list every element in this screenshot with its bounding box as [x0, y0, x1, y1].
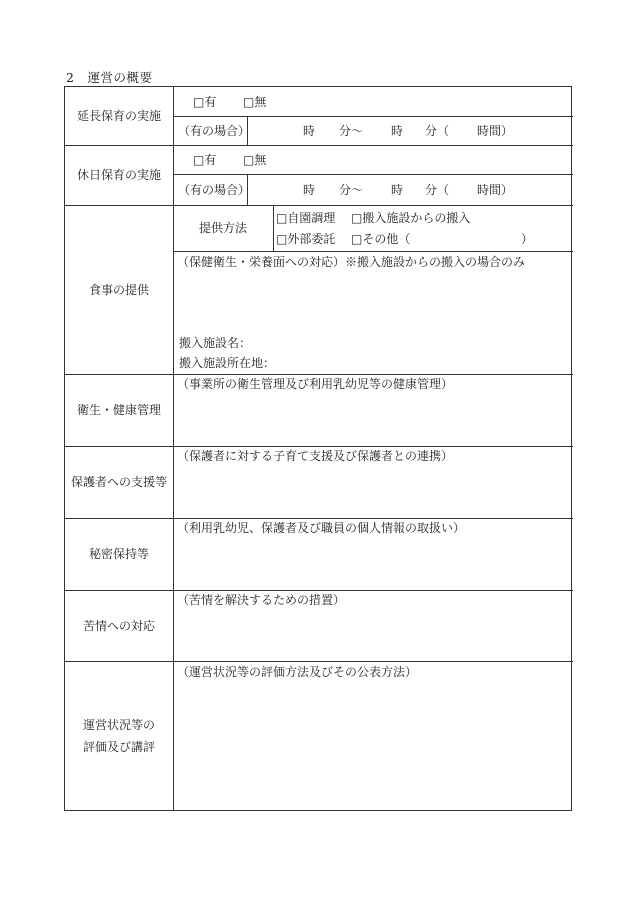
- holiday-care-if-yes-label: （有の場合）: [178, 183, 251, 197]
- guardian-support-label: 保護者への支援等: [70, 475, 167, 489]
- extended-care-label: 延長保育の実施: [76, 109, 161, 123]
- meals-label: 食事の提供: [88, 282, 149, 297]
- evaluation-label-line1: 運営状況等の: [82, 718, 155, 732]
- extended-care-duration: 時間）: [477, 124, 514, 138]
- hygiene-label: 衛生・健康管理: [76, 403, 161, 417]
- meal-in-house-checkbox[interactable]: □自園調理: [276, 211, 336, 225]
- extended-care-yes-checkbox[interactable]: □有: [193, 95, 217, 109]
- extended-care-start-minute: 分～: [339, 124, 364, 138]
- section-title: 2 運営の概要: [66, 70, 153, 85]
- meal-other-close-paren: ）: [521, 232, 534, 246]
- holiday-care-start-minute: 分～: [339, 183, 364, 197]
- meal-hygiene-note: （保健衛生・栄養面への対応）※搬入施設からの搬入の場合のみ: [177, 255, 526, 269]
- hygiene-note: （事業所の衛生管理及び利用乳幼児等の健康管理）: [177, 377, 454, 391]
- meal-facility-address[interactable]: 搬入施設所在地：: [179, 356, 276, 370]
- meal-outsourced-checkbox[interactable]: □外部委託: [276, 232, 336, 246]
- holiday-care-yes-checkbox[interactable]: □有: [193, 153, 217, 167]
- extended-care-end-minute: 分（: [425, 124, 450, 138]
- cell-divider: [273, 205, 274, 251]
- complaints-note: （苦情を解決するための措置）: [177, 593, 346, 607]
- meal-method-label: 提供方法: [198, 221, 247, 235]
- holiday-care-no-checkbox[interactable]: □無: [243, 153, 267, 167]
- row-divider: [173, 116, 573, 117]
- complaints-label: 苦情への対応: [82, 618, 155, 633]
- confidentiality-label: 秘密保持等: [88, 547, 149, 561]
- evaluation-label: [65, 661, 173, 811]
- meal-delivered-checkbox[interactable]: □搬入施設からの搬入: [351, 211, 471, 225]
- holiday-care-label: 休日保育の実施: [76, 168, 161, 182]
- confidentiality-note: （利用乳幼児、保護者及び職員の個人情報の取扱い）: [177, 521, 466, 535]
- holiday-care-start-hour: 時: [303, 183, 316, 197]
- meal-other-checkbox[interactable]: □その他（: [351, 232, 411, 246]
- extended-care-start-hour: 時: [303, 124, 316, 138]
- holiday-care-duration: 時間）: [477, 183, 514, 197]
- label-column-divider: [173, 87, 174, 811]
- extended-care-no-checkbox[interactable]: □無: [243, 95, 267, 109]
- row-divider: [173, 251, 573, 252]
- row-divider: [173, 174, 573, 175]
- holiday-care-end-hour: 時: [391, 183, 404, 197]
- operation-overview-form: [64, 86, 572, 811]
- guardian-support-note: （保護者に対する子育て支援及び保護者との連携）: [177, 449, 454, 463]
- evaluation-label-line2: 評価及び講評: [82, 740, 155, 754]
- holiday-care-end-minute: 分（: [425, 183, 450, 197]
- meal-facility-name[interactable]: 搬入施設名：: [179, 336, 252, 350]
- extended-care-end-hour: 時: [391, 124, 404, 138]
- evaluation-note: （運営状況等の評価方法及びその公表方法）: [177, 665, 418, 679]
- extended-care-if-yes-label: （有の場合）: [178, 124, 251, 138]
